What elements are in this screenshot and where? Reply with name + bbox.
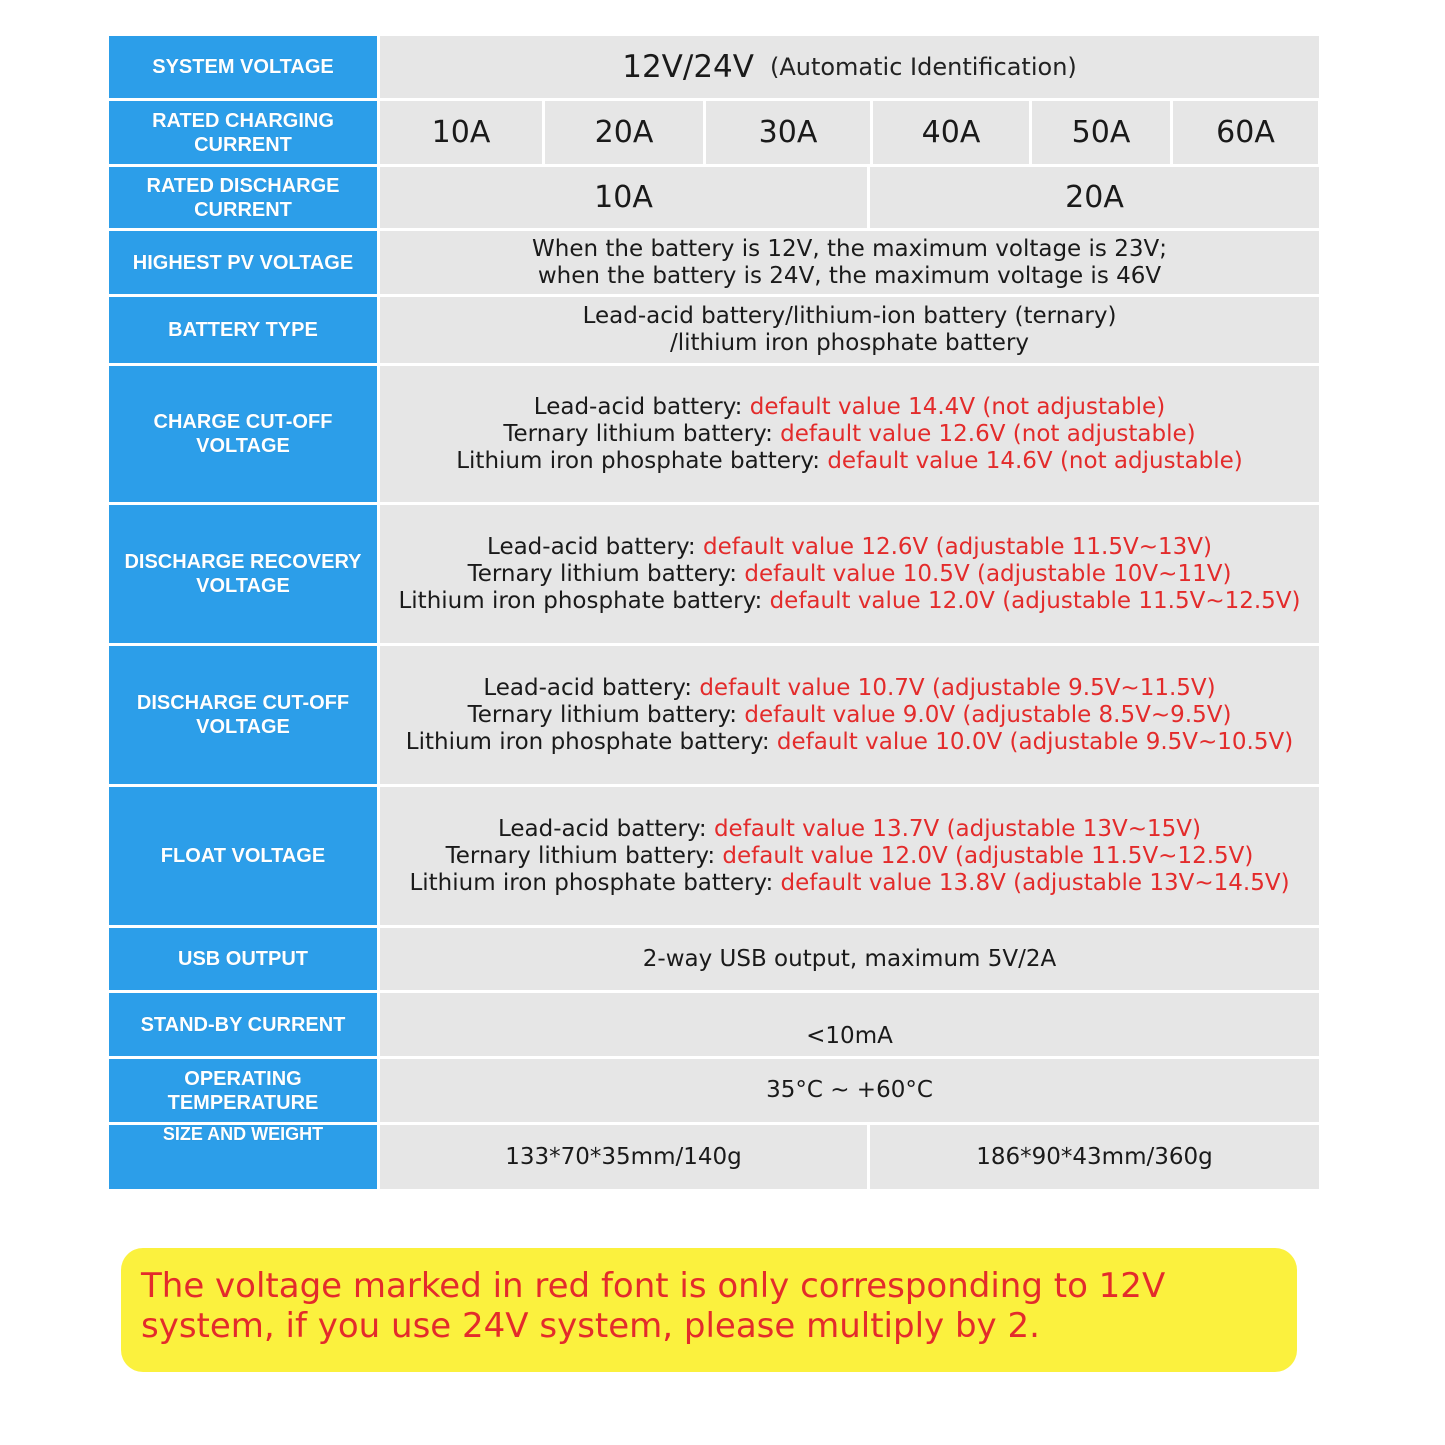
charge-cutoff-line: [456, 448, 1243, 475]
battery-name: Ternary lithium battery:: [503, 420, 773, 447]
battery-type-line: Lead-acid battery/lithium-ion battery (ternary): [582, 303, 1117, 329]
discharge-cell: 20A: [870, 167, 1319, 228]
charging-cell: 10A: [380, 101, 542, 164]
float-voltage-line: [409, 870, 1289, 897]
value-discharge-cutoff: [380, 646, 1319, 784]
discharge-recovery-line: [398, 588, 1300, 615]
battery-name: Lithium iron phosphate battery:: [409, 869, 774, 896]
label-rated-discharge: RATED DISCHARGE CURRENT: [109, 167, 377, 228]
battery-name: Lead-acid battery:: [487, 533, 696, 560]
red-value: default value 10.7V (adjustable 9.5V~11.5V): [699, 674, 1216, 701]
battery-name: Lead-acid battery:: [483, 674, 692, 701]
label-rated-charging: RATED CHARGING CURRENT: [109, 101, 377, 164]
red-value: default value 14.6V (not adjustable): [827, 447, 1243, 474]
spec-table: [109, 36, 1319, 1189]
discharge-recovery-line: [487, 534, 1212, 561]
label-system-voltage: SYSTEM VOLTAGE: [109, 36, 377, 98]
value-system-voltage: [380, 36, 1319, 98]
note-banner: The voltage marked in red font is only corresponding to 12V system, if you use 24V system, please multiply by 2.: [121, 1248, 1297, 1372]
label-highest-pv: HIGHEST PV VOLTAGE: [109, 231, 377, 294]
value-usb-output: 2-way USB output, maximum 5V/2A: [380, 928, 1319, 990]
value-highest-pv: [380, 231, 1319, 294]
label-discharge-recovery: DISCHARGE RECOVERY VOLTAGE: [109, 505, 377, 643]
label-charge-cutoff: CHARGE CUT-OFF VOLTAGE: [109, 366, 377, 502]
label-usb-output: USB OUTPUT: [109, 928, 377, 990]
red-value: default value 13.7V (adjustable 13V~15V): [713, 815, 1201, 842]
battery-name: Lithium iron phosphate battery:: [405, 728, 770, 755]
battery-name: Ternary lithium battery:: [445, 842, 716, 869]
red-value: default value 12.0V (adjustable 11.5V~12.5V): [769, 587, 1301, 614]
battery-name: Ternary lithium battery:: [467, 701, 738, 728]
value-operating-temp: 35°C ~ +60°C: [380, 1059, 1319, 1122]
charging-cell: 20A: [545, 101, 703, 164]
size-cell: 133*70*35mm/140g: [380, 1125, 867, 1189]
red-value: default value 12.6V (adjustable 11.5V~13V): [702, 533, 1212, 560]
row-usb-output: [109, 928, 1319, 990]
value-battery-type: [380, 297, 1319, 363]
label-operating-temp: OPERATING TEMPERATURE: [109, 1059, 377, 1122]
charge-cutoff-line: [534, 394, 1165, 421]
red-value: default value 13.8V (adjustable 13V~14.5V): [780, 869, 1290, 896]
rated-discharge-values: [380, 167, 1319, 228]
row-highest-pv: [109, 231, 1319, 294]
battery-name: Lead-acid battery:: [533, 393, 743, 420]
battery-name: Ternary lithium battery:: [467, 560, 738, 587]
label-size-weight: SIZE AND WEIGHT: [109, 1125, 377, 1189]
label-discharge-cutoff: DISCHARGE CUT-OFF VOLTAGE: [109, 646, 377, 784]
battery-name: Lithium iron phosphate battery:: [398, 587, 763, 614]
row-discharge-recovery: [109, 505, 1319, 643]
charge-cutoff-line: [503, 421, 1195, 448]
red-value: default value 9.0V (adjustable 8.5V~9.5V): [744, 701, 1232, 728]
row-float-voltage: [109, 787, 1319, 925]
value-discharge-recovery: [380, 505, 1319, 643]
label-float-voltage: FLOAT VOLTAGE: [109, 787, 377, 925]
row-charge-cutoff: [109, 366, 1319, 502]
battery-name: Lithium iron phosphate battery:: [456, 447, 821, 474]
battery-name: Lead-acid battery:: [498, 815, 707, 842]
value-charge-cutoff: [380, 366, 1319, 502]
charging-cell: 40A: [873, 101, 1029, 164]
label-battery-type: BATTERY TYPE: [109, 297, 377, 363]
red-value: default value 10.0V (adjustable 9.5V~10.5V): [776, 728, 1294, 755]
row-operating-temp: [109, 1059, 1319, 1122]
row-discharge-cutoff: [109, 646, 1319, 784]
system-voltage-note: (Automatic Identification): [769, 52, 1077, 81]
red-value: default value 14.4V (not adjustable): [749, 393, 1166, 420]
row-system-voltage: [109, 36, 1319, 98]
charging-cell: 30A: [706, 101, 870, 164]
red-value: default value 10.5V (adjustable 10V~11V): [744, 560, 1232, 587]
charging-cell: 50A: [1032, 101, 1170, 164]
discharge-cutoff-line: [483, 675, 1215, 702]
battery-type-line: /lithium iron phosphate battery: [669, 330, 1030, 356]
row-rated-discharge: [109, 167, 1319, 228]
float-voltage-line: [498, 816, 1201, 843]
size-weight-values: [380, 1125, 1319, 1189]
rated-charging-values: [380, 101, 1319, 164]
discharge-cutoff-line: [468, 702, 1232, 729]
system-voltage-main: 12V/24V: [622, 48, 754, 85]
highest-pv-line: When the battery is 12V, the maximum voltage is 23V;: [532, 235, 1167, 262]
label-standby-current: STAND-BY CURRENT: [109, 993, 377, 1056]
value-float-voltage: [380, 787, 1319, 925]
red-value: default value 12.6V (not adjustable): [780, 420, 1196, 447]
float-voltage-line: [446, 843, 1254, 870]
row-rated-charging: [109, 101, 1319, 164]
row-standby-current: [109, 993, 1319, 1056]
row-battery-type: [109, 297, 1319, 363]
value-standby-current: <10mA: [380, 993, 1319, 1056]
highest-pv-line: when the battery is 24V, the maximum voltage is 46V: [537, 262, 1162, 289]
red-value: default value 12.0V (adjustable 11.5V~12.5V): [722, 842, 1254, 869]
discharge-cell: 10A: [380, 167, 867, 228]
row-size-weight: [109, 1125, 1319, 1189]
discharge-cutoff-line: [406, 729, 1293, 756]
charging-cell: 60A: [1173, 101, 1318, 164]
size-cell: 186*90*43mm/360g: [870, 1125, 1319, 1189]
discharge-recovery-line: [468, 561, 1232, 588]
